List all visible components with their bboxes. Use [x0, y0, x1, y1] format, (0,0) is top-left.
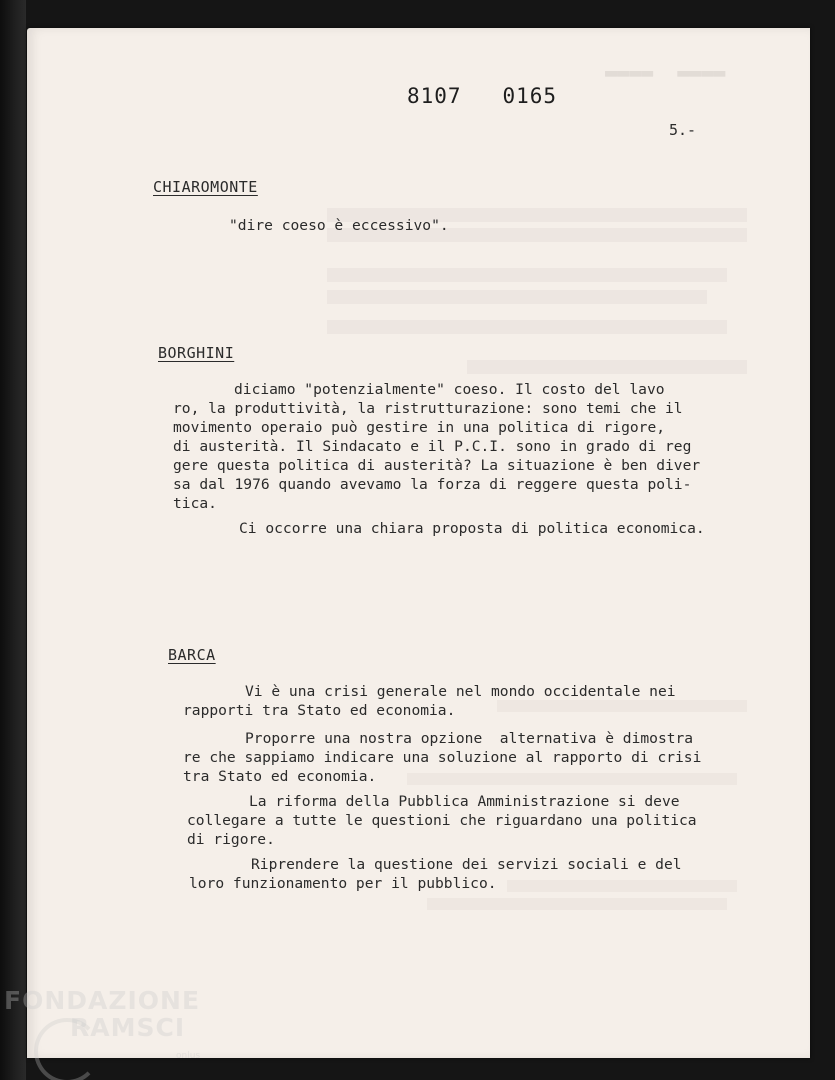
speech-line: di austerità. Il Sindacato e il P.C.I. sono in grado di reg	[173, 438, 692, 455]
document-number: 8107 0165	[407, 84, 558, 108]
fondazione-gramsci-watermark	[4, 986, 201, 1061]
speech-line: diciamo "potenzialmente" coeso. Il costo del lavo	[234, 381, 665, 398]
show-through-number: ▬▬▬▬ ▬▬▬▬	[605, 60, 726, 84]
speaker-name: BORGHINI	[158, 344, 235, 362]
speech-line: loro funzionamento per il pubblico.	[189, 875, 497, 892]
binder-edge	[0, 0, 26, 1080]
show-through-line	[427, 898, 727, 910]
logo-g-icon	[34, 1018, 100, 1080]
speech-line: Ci occorre una chiara proposta di politica economica.	[239, 520, 705, 537]
speech-line: di rigore.	[187, 831, 275, 848]
speaker-name: BARCA	[168, 646, 216, 664]
speech-line: tica.	[173, 495, 217, 512]
document-page	[27, 28, 810, 1058]
speech-line: rapporti tra Stato ed economia.	[183, 702, 456, 719]
speech-line: re che sappiamo indicare una soluzione al rapporto di crisi	[183, 749, 702, 766]
speech-paragraph: "dire coeso è eccessivo".	[229, 217, 449, 234]
speech-line: sa dal 1976 quando avevamo la forza di reggere questa poli-	[173, 476, 692, 493]
watermark-line1: FONDAZIONE	[4, 986, 201, 1015]
speech-line: Vi è una crisi generale nel mondo occidentale nei	[245, 683, 676, 700]
show-through-line	[327, 290, 707, 304]
speech-line: ro, la produttività, la ristrutturazione: sono temi che il	[173, 400, 683, 417]
show-through-line	[327, 268, 727, 282]
page-number: 5.-	[669, 121, 697, 139]
speech-line: tra Stato ed economia.	[183, 768, 377, 785]
speech-line: gere questa politica di austerità? La situazione è ben diver	[173, 457, 701, 474]
watermark-small: onlus	[176, 1051, 201, 1061]
speech-line: Riprendere la questione dei servizi sociali e del	[251, 856, 682, 873]
speech-line: Proporre una nostra opzione alternativa è dimostra	[245, 730, 694, 747]
show-through-line	[497, 700, 747, 712]
speech-line: movimento operaio può gestire in una politica di rigore,	[173, 419, 666, 436]
show-through-line	[507, 880, 737, 892]
show-through-line	[467, 360, 747, 374]
speech-line: collegare a tutte le questioni che riguardano una politica	[187, 812, 697, 829]
watermark-line2: RAMSCI	[70, 1013, 186, 1042]
show-through-line	[407, 773, 737, 785]
show-through-line	[327, 320, 727, 334]
speech-line: La riforma della Pubblica Amministrazione si deve	[249, 793, 680, 810]
speaker-name: CHIAROMONTE	[153, 178, 258, 196]
